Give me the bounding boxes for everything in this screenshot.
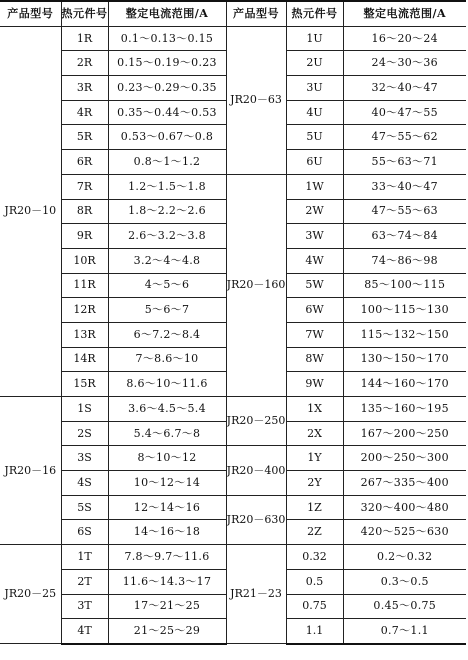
range-cell-right: 16～20～24 [343, 26, 466, 51]
element-cell-right: 6W [286, 298, 343, 323]
element-cell-right: 5U [286, 125, 343, 150]
element-cell-right: 3U [286, 76, 343, 101]
range-cell-left: 8～10～12 [108, 446, 226, 471]
range-cell-left: 6～7.2～8.4 [108, 322, 226, 347]
range-cell-left: 3.2～4～4.8 [108, 248, 226, 273]
element-cell-left: 3R [61, 76, 108, 101]
element-cell-left: 2R [61, 51, 108, 76]
table-body [0, 26, 466, 644]
element-cell-right: 1W [286, 174, 343, 199]
element-cell-left: 2T [61, 569, 108, 594]
model-cell-left: JR20－10 [0, 26, 61, 396]
range-cell-right: 0.3～0.5 [343, 569, 466, 594]
range-cell-left: 4～5～6 [108, 273, 226, 298]
element-cell-left: 12R [61, 298, 108, 323]
range-cell-right: 40～47～55 [343, 100, 466, 125]
model-cell-left: JR20－25 [0, 545, 61, 644]
range-cell-left: 11.6～14.3～17 [108, 569, 226, 594]
element-cell-left: 6S [61, 520, 108, 545]
element-cell-left: 15R [61, 372, 108, 397]
range-cell-left: 0.8～1～1.2 [108, 150, 226, 175]
header-row [0, 1, 466, 26]
range-cell-right: 130～150～170 [343, 347, 466, 372]
range-cell-right: 32～40～47 [343, 76, 466, 101]
range-cell-left: 0.15～0.19～0.23 [108, 51, 226, 76]
range-cell-left: 0.53～0.67～0.8 [108, 125, 226, 150]
element-cell-left: 8R [61, 199, 108, 224]
range-cell-left: 21～25～29 [108, 619, 226, 644]
range-cell-right: 0.2～0.32 [343, 545, 466, 570]
header-element-left: 热元件号 [61, 1, 108, 26]
element-cell-left: 2S [61, 421, 108, 446]
range-cell-right: 55～63～71 [343, 150, 466, 175]
element-cell-right: 5W [286, 273, 343, 298]
element-cell-right: 4W [286, 248, 343, 273]
table-row [0, 174, 466, 199]
element-cell-left: 3T [61, 594, 108, 619]
element-cell-left: 5R [61, 125, 108, 150]
element-cell-right: 1U [286, 26, 343, 51]
range-cell-right: 144～160～170 [343, 372, 466, 397]
range-cell-left: 3.6～4.5～5.4 [108, 397, 226, 422]
element-cell-left: 14R [61, 347, 108, 372]
model-cell-right: JR20－63 [226, 26, 286, 174]
range-cell-right: 267～335～400 [343, 471, 466, 496]
range-cell-left: 12～14～16 [108, 495, 226, 520]
table-row [0, 495, 466, 520]
element-cell-right: 0.5 [286, 569, 343, 594]
element-cell-right: 2Y [286, 471, 343, 496]
element-cell-left: 9R [61, 224, 108, 249]
header-range-left: 整定电流范围/A [108, 1, 226, 26]
element-cell-right: 6U [286, 150, 343, 175]
range-cell-left: 1.8～2.2～2.6 [108, 199, 226, 224]
range-cell-right: 420～525～630 [343, 520, 466, 545]
range-cell-right: 24～30～36 [343, 51, 466, 76]
element-cell-right: 1.1 [286, 619, 343, 644]
element-cell-right: 4U [286, 100, 343, 125]
range-cell-right: 167～200～250 [343, 421, 466, 446]
range-cell-right: 320～400～480 [343, 495, 466, 520]
range-cell-left: 14～16～18 [108, 520, 226, 545]
element-cell-left: 4S [61, 471, 108, 496]
model-cell-right: JR20－400 [226, 446, 286, 495]
header-model-left: 产品型号 [0, 1, 61, 26]
element-cell-right: 2U [286, 51, 343, 76]
range-cell-right: 135～160～195 [343, 397, 466, 422]
range-cell-right: 115～132～150 [343, 322, 466, 347]
element-cell-right: 2X [286, 421, 343, 446]
table-row [0, 545, 466, 570]
element-cell-left: 11R [61, 273, 108, 298]
element-cell-left: 13R [61, 322, 108, 347]
element-cell-right: 1Y [286, 446, 343, 471]
range-cell-left: 5.4～6.7～8 [108, 421, 226, 446]
range-cell-right: 0.45～0.75 [343, 594, 466, 619]
element-cell-left: 10R [61, 248, 108, 273]
header-model-right: 产品型号 [226, 1, 286, 26]
range-cell-left: 2.6～3.2～3.8 [108, 224, 226, 249]
range-cell-right: 74～86～98 [343, 248, 466, 273]
element-cell-left: 3S [61, 446, 108, 471]
model-cell-right: JR21－23 [226, 545, 286, 644]
model-cell-right: JR20－630 [226, 495, 286, 544]
table-row [0, 26, 466, 51]
range-cell-left: 8.6～10～11.6 [108, 372, 226, 397]
range-cell-left: 1.2～1.5～1.8 [108, 174, 226, 199]
range-cell-right: 0.7～1.1 [343, 619, 466, 644]
range-cell-left: 5～6～7 [108, 298, 226, 323]
range-cell-left: 0.1～0.13～0.15 [108, 26, 226, 51]
header-element-right: 热元件号 [286, 1, 343, 26]
element-cell-left: 6R [61, 150, 108, 175]
range-cell-right: 85～100～115 [343, 273, 466, 298]
element-cell-left: 1T [61, 545, 108, 570]
range-cell-left: 7～8.6～10 [108, 347, 226, 372]
element-cell-left: 1R [61, 26, 108, 51]
range-cell-left: 17～21～25 [108, 594, 226, 619]
range-cell-left: 7.8～9.7～11.6 [108, 545, 226, 570]
element-cell-right: 8W [286, 347, 343, 372]
element-cell-right: 1X [286, 397, 343, 422]
range-cell-right: 47～55～62 [343, 125, 466, 150]
range-cell-right: 47～55～63 [343, 199, 466, 224]
range-cell-right: 100～115～130 [343, 298, 466, 323]
range-cell-right: 63～74～84 [343, 224, 466, 249]
element-cell-right: 2Z [286, 520, 343, 545]
element-cell-right: 2W [286, 199, 343, 224]
model-cell-right: JR20－250 [226, 397, 286, 446]
table-row [0, 397, 466, 422]
element-cell-left: 1S [61, 397, 108, 422]
element-cell-right: 0.75 [286, 594, 343, 619]
element-cell-right: 3W [286, 224, 343, 249]
element-cell-right: 7W [286, 322, 343, 347]
element-cell-right: 0.32 [286, 545, 343, 570]
element-cell-left: 4R [61, 100, 108, 125]
element-cell-right: 9W [286, 372, 343, 397]
range-cell-left: 0.35～0.44～0.53 [108, 100, 226, 125]
element-cell-left: 5S [61, 495, 108, 520]
range-cell-left: 0.23～0.29～0.35 [108, 76, 226, 101]
model-cell-right: JR20－160 [226, 174, 286, 396]
element-cell-left: 7R [61, 174, 108, 199]
header-range-right: 整定电流范围/A [343, 1, 466, 26]
range-cell-right: 200～250～300 [343, 446, 466, 471]
table-row [0, 446, 466, 471]
range-cell-right: 33～40～47 [343, 174, 466, 199]
element-cell-left: 4T [61, 619, 108, 644]
element-cell-right: 1Z [286, 495, 343, 520]
range-cell-left: 10～12～14 [108, 471, 226, 496]
model-cell-left: JR20－16 [0, 397, 61, 545]
